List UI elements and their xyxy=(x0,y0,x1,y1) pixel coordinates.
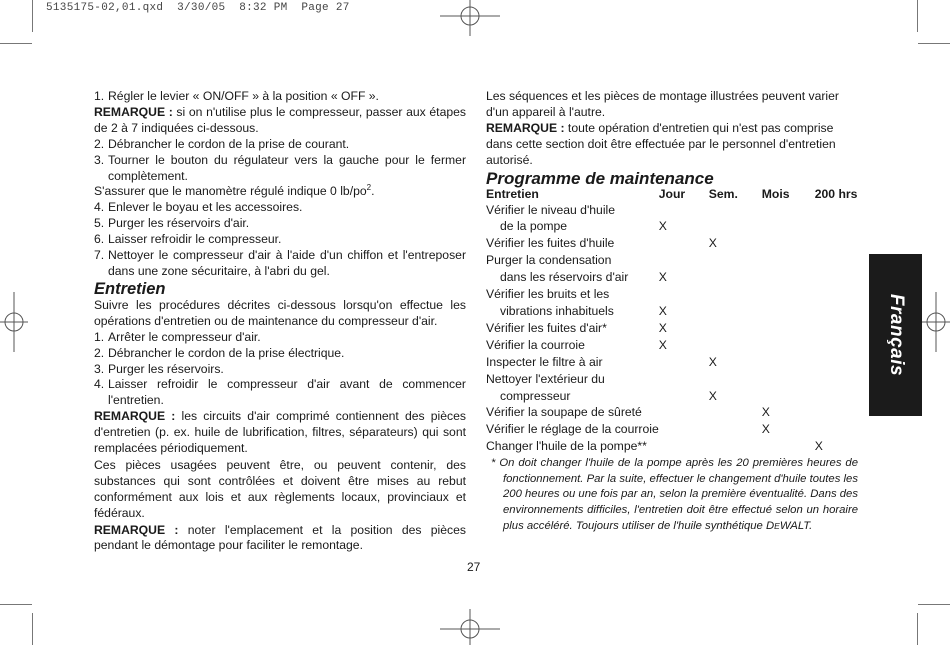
frequency-cell xyxy=(709,320,762,337)
shutdown-steps xyxy=(94,200,466,280)
list-item xyxy=(94,362,466,378)
step-number: 3. xyxy=(94,152,105,167)
frequency-cell xyxy=(709,202,762,219)
task-cell: Vérifier le réglage de la courroie xyxy=(486,422,659,437)
task-cell: de la pompe xyxy=(500,219,568,234)
table-row xyxy=(486,286,858,303)
registration-mark-top xyxy=(440,0,500,40)
list-item xyxy=(94,330,466,346)
table-header-row xyxy=(486,187,858,202)
column-header: 200 hrs xyxy=(814,186,858,201)
frequency-cell: X xyxy=(658,219,667,234)
frequency-cell: X xyxy=(708,354,717,369)
frequency-cell xyxy=(709,337,762,354)
table-row xyxy=(486,235,858,252)
table-row xyxy=(486,202,858,219)
task-cell: Vérifier le niveau d'huile xyxy=(486,202,616,217)
table-row xyxy=(486,337,858,354)
section-heading-entretien: Entretien xyxy=(94,279,166,298)
frequency-cell xyxy=(659,235,709,252)
task-cell: dans les réservoirs d'air xyxy=(500,270,629,285)
list-item xyxy=(94,153,466,185)
frequency-cell xyxy=(709,303,762,320)
remarque-note: REMARQUE : toute opération d'entretien qui n'est pas comprise dans cette section doit être effectuée par le personnel d'entretien autorisé. xyxy=(486,120,836,167)
step-text: Purger les réservoirs d'air. xyxy=(108,216,250,231)
table-row xyxy=(486,388,858,405)
step-text: Enlever le boyau et les accessoires. xyxy=(108,200,303,215)
table-row xyxy=(486,252,858,269)
table-row xyxy=(486,269,858,286)
column-header: Entretien xyxy=(486,186,539,201)
frequency-cell xyxy=(815,269,858,286)
step-text: Purger les réservoirs. xyxy=(108,361,224,376)
registration-mark-left xyxy=(0,292,28,352)
frequency-cell: X xyxy=(658,303,667,318)
crop-mark xyxy=(917,0,918,32)
frequency-cell xyxy=(815,421,858,438)
step-text: Débrancher le cordon de la prise électrique. xyxy=(108,345,345,360)
list-item xyxy=(94,200,466,216)
column-header: Sem. xyxy=(708,186,738,201)
registration-mark-bottom xyxy=(440,605,500,645)
list-item xyxy=(94,89,466,105)
frequency-cell: X xyxy=(658,270,667,285)
frequency-cell xyxy=(709,421,762,438)
frequency-cell xyxy=(659,286,709,303)
gauge-check: S'assurer que le manomètre régulé indique 0 $lb/po^2$. xyxy=(94,183,375,199)
frequency-cell xyxy=(659,371,709,388)
frequency-cell xyxy=(815,303,858,320)
frequency-cell xyxy=(762,218,815,235)
registration-mark-right xyxy=(922,292,950,352)
footnote: * On doit changer l'huile de la pompe après les 20 premières heures de fonctionnement. Par la suite, effectuer le changement d'huile toutes les 200 heures ou une fois par an, selon la première éventualité. Dans des environnements difficiles, l'entretien doit être effectué selon un horaire plus accéléré. Toujours utiliser de l'huile synthétique DEWALT. xyxy=(491,457,858,532)
left-column xyxy=(94,89,466,554)
task-cell: Purger la condensation xyxy=(486,253,612,268)
table-row xyxy=(486,354,858,371)
crop-mark xyxy=(32,613,33,645)
frequency-cell xyxy=(709,269,762,286)
frequency-cell: X xyxy=(708,388,717,403)
frequency-cell xyxy=(709,286,762,303)
section-heading-programme: Programme de maintenance xyxy=(486,168,714,188)
table-row xyxy=(486,371,858,388)
page-number: 27 xyxy=(467,560,481,574)
step-text: Tourner le bouton du régulateur vers la gauche pour le fermer complètement. xyxy=(108,152,466,183)
table-row xyxy=(486,421,858,438)
frequency-cell xyxy=(709,438,762,455)
frequency-cell: X xyxy=(814,439,823,454)
frequency-cell xyxy=(659,388,709,405)
crop-mark xyxy=(0,604,32,605)
column-header: Jour xyxy=(658,186,686,201)
crop-mark xyxy=(0,43,32,44)
shutdown-steps xyxy=(94,89,466,105)
frequency-cell: X xyxy=(658,320,667,335)
frequency-cell xyxy=(762,354,815,371)
step-number: 1. xyxy=(94,89,105,103)
step-text: Régler le levier « ON/OFF » à la position « OFF ». xyxy=(108,89,379,103)
frequency-cell xyxy=(815,235,858,252)
step-number: 4. xyxy=(94,377,105,392)
table-row xyxy=(486,218,858,235)
frequency-cell xyxy=(762,337,815,354)
task-cell: Inspecter le filtre à air xyxy=(486,354,603,369)
frequency-cell: X xyxy=(761,405,770,420)
list-item xyxy=(94,346,466,362)
frequency-cell xyxy=(709,371,762,388)
list-item xyxy=(94,232,466,248)
frequency-cell xyxy=(659,202,709,219)
language-tab-label: Français xyxy=(885,293,907,377)
frequency-cell xyxy=(709,252,762,269)
table-row xyxy=(486,303,858,320)
crop-mark xyxy=(918,604,950,605)
list-item xyxy=(94,216,466,232)
frequency-cell xyxy=(659,404,709,421)
step-text: Laisser refroidir le compresseur. xyxy=(108,232,282,247)
crop-mark xyxy=(918,43,950,44)
remarque-note: REMARQUE : noter l'emplacement et la position des pièces pendant le démontage pour faciliter le remontage. xyxy=(94,522,466,553)
crop-mark xyxy=(32,0,33,32)
entretien-intro: Suivre les procédures décrites ci-dessous lorsqu'on effectue les opérations d'entretien ou de maintenance du compresseur d'air. xyxy=(94,297,466,328)
frequency-cell xyxy=(762,235,815,252)
step-number: 2. xyxy=(94,345,105,360)
step-text: Laisser refroidir le compresseur d'air avant de commencer l'entretien. xyxy=(108,377,466,408)
step-number: 2. xyxy=(94,136,105,151)
frequency-cell xyxy=(762,269,815,286)
frequency-cell xyxy=(815,202,858,219)
crop-mark xyxy=(917,613,918,645)
remarque-note: REMARQUE : si on n'utilise plus le compresseur, passer aux étapes de 2 à 7 indiquées ci-dessous. xyxy=(94,104,466,135)
step-number: 4. xyxy=(94,200,105,215)
entretien-steps xyxy=(94,330,466,410)
frequency-cell xyxy=(815,354,858,371)
frequency-cell xyxy=(762,320,815,337)
task-cell: Vérifier les fuites d'huile xyxy=(486,236,615,251)
remarque-note: REMARQUE : les circuits d'air comprimé contiennent des pièces d'entretien (p. ex. huile de lubrification, filtres, séparateurs) qui sont remplacées périodiquement. xyxy=(94,409,467,456)
task-cell: Vérifier la courroie xyxy=(486,337,585,352)
step-text: Arrêter le compresseur d'air. xyxy=(108,329,261,344)
table-row xyxy=(486,320,858,337)
frequency-cell xyxy=(815,337,858,354)
frequency-cell xyxy=(815,388,858,405)
frequency-cell xyxy=(659,438,709,455)
task-cell: Vérifier la soupape de sûreté xyxy=(486,405,642,420)
frequency-cell: X xyxy=(708,236,717,251)
list-item xyxy=(94,137,466,153)
frequency-cell xyxy=(815,371,858,388)
list-item xyxy=(94,248,466,280)
frequency-cell xyxy=(659,421,709,438)
task-cell: compresseur xyxy=(500,388,571,403)
task-cell: vibrations inhabituels xyxy=(500,303,614,318)
frequency-cell xyxy=(762,438,815,455)
assembly-note: Les séquences et les pièces de montage illustrées peuvent varier d'un appareil à l'autre. xyxy=(486,89,839,119)
task-cell: Vérifier les fuites d'air* xyxy=(486,320,607,335)
frequency-cell xyxy=(762,252,815,269)
maintenance-table xyxy=(486,187,858,456)
column-header: Mois xyxy=(761,186,790,201)
language-tab xyxy=(869,254,922,416)
frequency-cell: X xyxy=(658,337,667,352)
pieces-paragraph: Ces pièces usagées peuvent être, ou peuvent contenir, des substances qui sont contrôlées et doivent être mises au rebut conformément aux lois et aux règlements locaux, provinciaux et fédéraux. xyxy=(94,457,466,520)
frequency-cell xyxy=(659,252,709,269)
frequency-cell xyxy=(709,218,762,235)
right-column xyxy=(486,89,858,534)
step-text: Débrancher le cordon de la prise de courant. xyxy=(108,136,350,151)
frequency-cell xyxy=(709,404,762,421)
frequency-cell xyxy=(762,388,815,405)
shutdown-steps xyxy=(94,137,466,185)
frequency-cell xyxy=(659,354,709,371)
frequency-cell xyxy=(762,303,815,320)
task-cell: Vérifier les bruits et les xyxy=(486,287,610,302)
table-row xyxy=(486,404,858,421)
frequency-cell xyxy=(815,252,858,269)
list-item xyxy=(94,377,466,409)
step-number: 6. xyxy=(94,232,105,247)
task-cell: Changer l'huile de la pompe** xyxy=(486,439,647,454)
frequency-cell xyxy=(762,286,815,303)
step-text: Nettoyer le compresseur d'air à l'aide d'un chiffon et l'entreposer dans une zone sécuritaire, à l'abri du gel. xyxy=(108,248,466,278)
frequency-cell: X xyxy=(761,422,770,437)
step-number: 7. xyxy=(94,248,105,263)
task-cell: Nettoyer l'extérieur du xyxy=(486,371,605,386)
file-slug-header: 5135175-02,01.qxd 3/30/05 8:32 PM Page 27 xyxy=(46,2,350,14)
frequency-cell xyxy=(815,286,858,303)
frequency-cell xyxy=(815,404,858,421)
frequency-cell xyxy=(762,371,815,388)
frequency-cell xyxy=(762,202,815,219)
frequency-cell xyxy=(815,218,858,235)
step-number: 5. xyxy=(94,216,105,231)
table-row xyxy=(486,438,858,455)
frequency-cell xyxy=(815,320,858,337)
step-number: 1. xyxy=(94,329,105,344)
step-number: 3. xyxy=(94,361,105,376)
